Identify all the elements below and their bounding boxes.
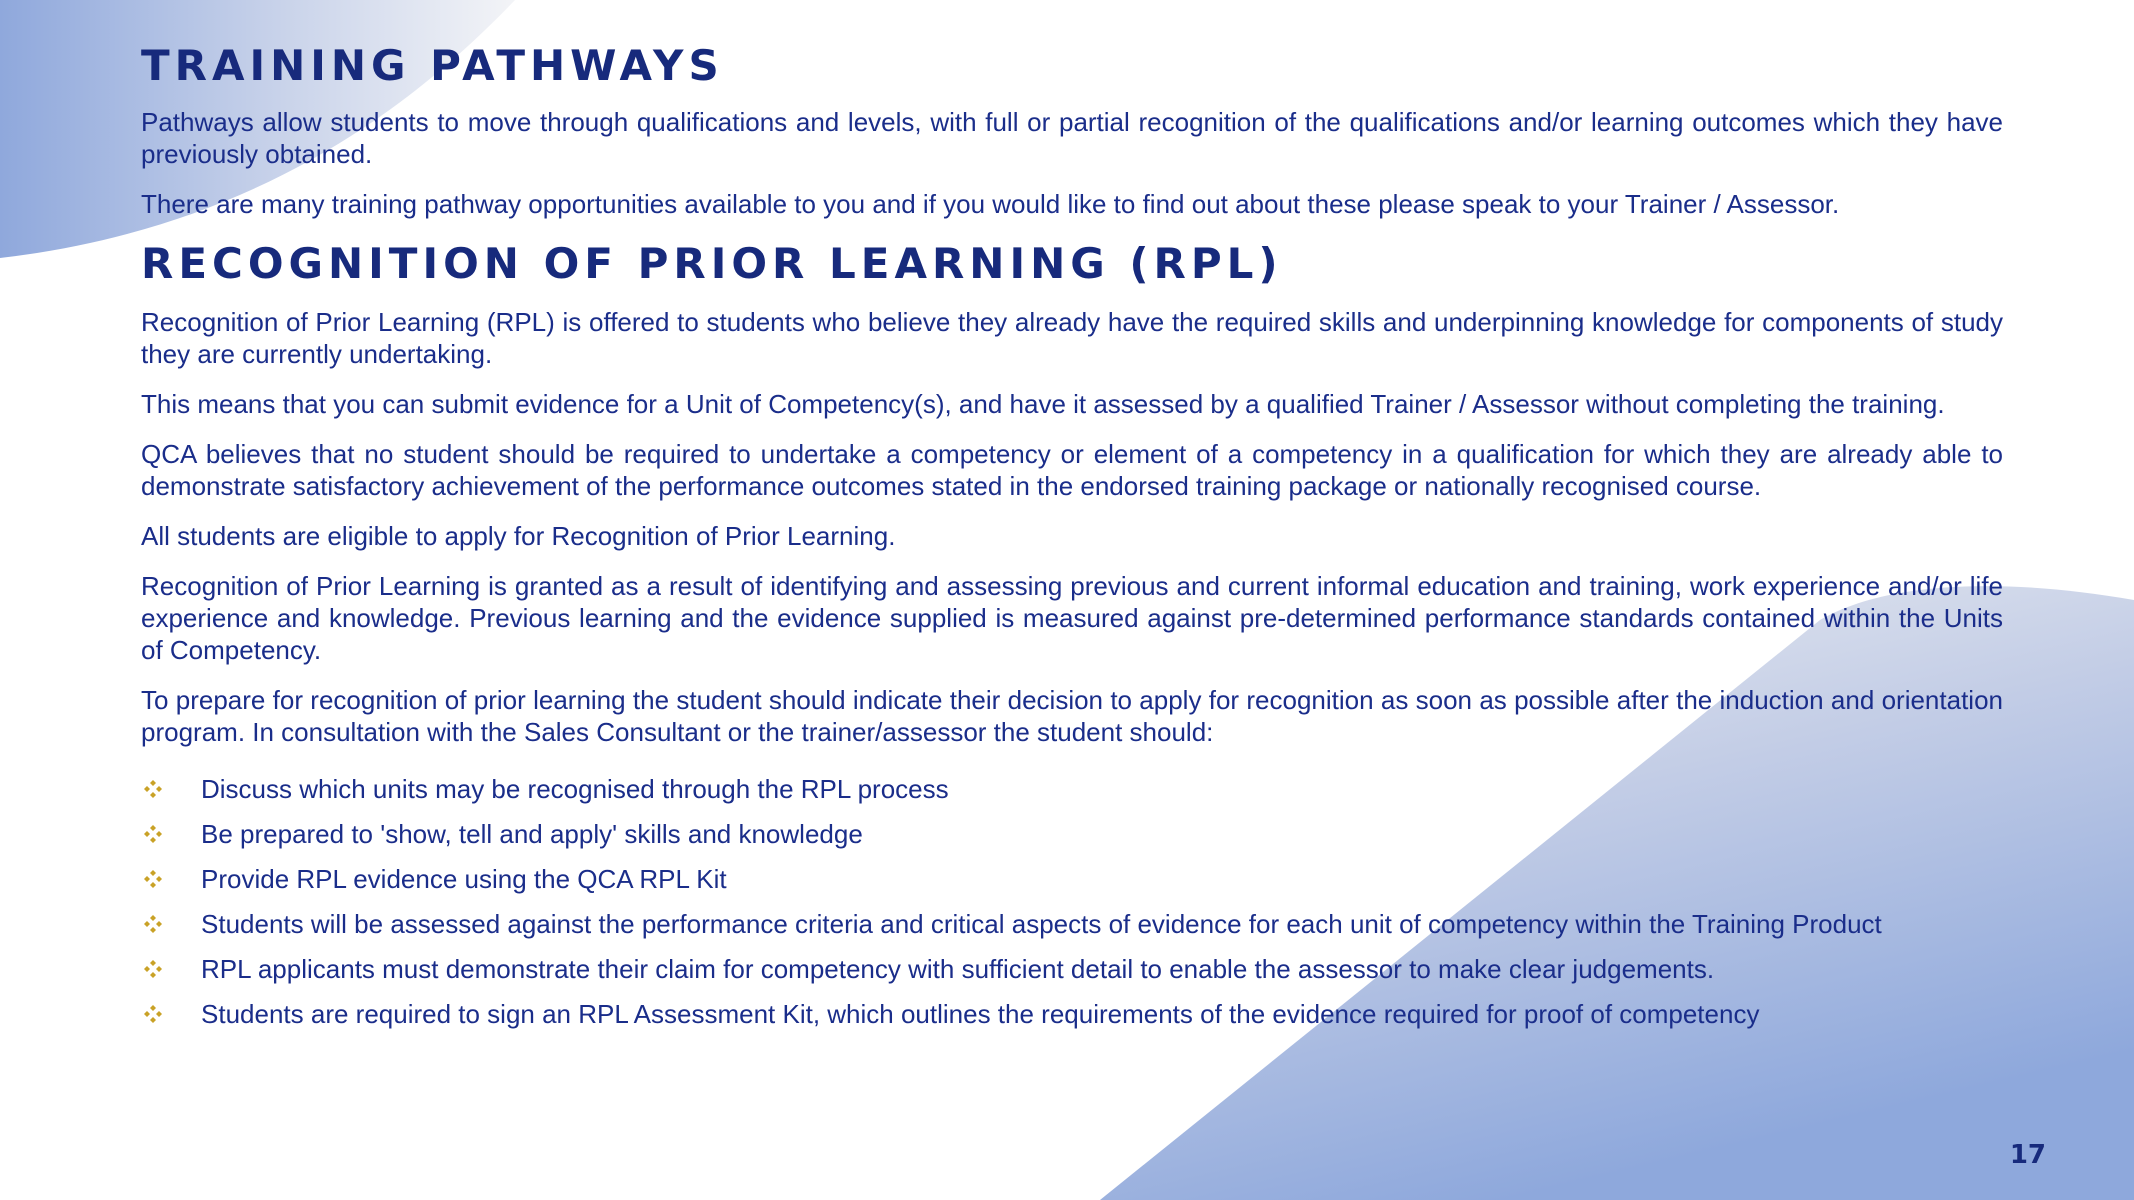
- bullet-text: Be prepared to 'show, tell and apply' skills and knowledge: [201, 818, 863, 849]
- four-diamond-icon: [143, 869, 163, 889]
- list-item: [141, 946, 2003, 991]
- bullet-text: RPL applicants must demonstrate their claim for competency with sufficient detail to enable the assessor to make clear judgements.: [201, 953, 1715, 984]
- rpl-paragraph: To prepare for recognition of prior learning the student should indicate their decision to apply for recognition as soon as possible after the induction and orientation program. In consultation with the Sales Consultant or the trainer/assessor the student should:: [141, 685, 2003, 747]
- rpl-paragraph: QCA believes that no student should be required to undertake a competency or element of a competency in a qualification for which they are already able to demonstrate satisfactory achievement of the performance outcomes stated in the endorsed training package or nationally recognised course.: [141, 439, 2003, 501]
- training-pathways-heading: TRAINING PATHWAYS: [141, 41, 724, 90]
- list-item: [141, 811, 2003, 856]
- list-item: [141, 856, 2003, 901]
- four-diamond-icon: [143, 959, 163, 979]
- four-diamond-icon: [143, 779, 163, 799]
- rpl-paragraph: All students are eligible to apply for Recognition of Prior Learning.: [141, 521, 896, 551]
- bullet-text: Students are required to sign an RPL Assessment Kit, which outlines the requirements of the evidence required for proof of competency: [201, 998, 1760, 1029]
- rpl-heading: RECOGNITION OF PRIOR LEARNING (RPL): [141, 239, 1283, 288]
- bullet-text: Students will be assessed against the performance criteria and critical aspects of evidence for each unit of competency within the Training Product: [201, 908, 1882, 939]
- rpl-paragraph: Recognition of Prior Learning is granted as a result of identifying and assessing previous and current informal education and training, work experience and/or life experience and knowledge. Previous learning and the evidence supplied is measured against pre-determined performance standards contained within the Units of Competency.: [141, 571, 2003, 665]
- page-content: [141, 40, 2003, 1036]
- training-pathways-paragraph: Pathways allow students to move through qualifications and levels, with full or partial recognition of the qualifications and/or learning outcomes which they have previously obtained.: [141, 107, 2003, 169]
- bullet-text: Discuss which units may be recognised through the RPL process: [201, 773, 949, 804]
- bullet-text: Provide RPL evidence using the QCA RPL Kit: [201, 863, 727, 894]
- four-diamond-icon: [143, 824, 163, 844]
- list-item: [141, 901, 2003, 946]
- rpl-bullet-list: [141, 766, 2003, 1036]
- four-diamond-icon: [143, 914, 163, 934]
- rpl-paragraph: Recognition of Prior Learning (RPL) is offered to students who believe they already have the required skills and underpinning knowledge for components of study they are currently undertaking.: [141, 307, 2003, 369]
- list-item: [141, 991, 2003, 1036]
- training-pathways-paragraph: There are many training pathway opportunities available to you and if you would like to find out about these please speak to your Trainer / Assessor.: [141, 189, 1840, 219]
- page-number: 17: [2009, 1140, 2046, 1170]
- list-item: [141, 766, 2003, 811]
- four-diamond-icon: [143, 1004, 163, 1024]
- rpl-paragraph: This means that you can submit evidence for a Unit of Competency(s), and have it assessed by a qualified Trainer / Assessor without completing the training.: [141, 389, 1945, 419]
